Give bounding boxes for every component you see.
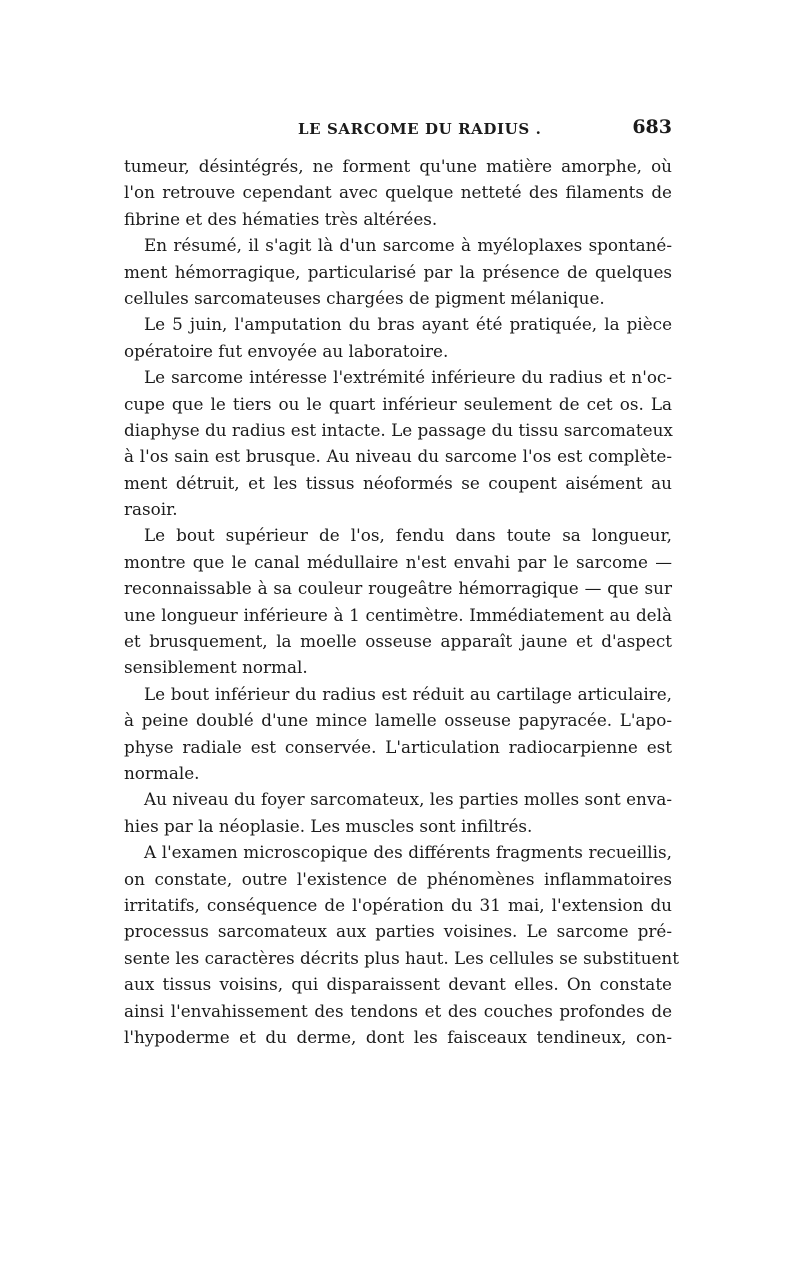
text-line: à peine doublé d'une mince lamelle osseuse papyracée. L'apo- [124, 710, 672, 731]
running-head [124, 116, 672, 146]
text-line: reconnaissable à sa couleur rougeâtre hémorragique — que sur [124, 578, 672, 599]
text-line: tumeur, désintégrés, ne forment qu'une matière amorphe, où [124, 156, 672, 176]
text-line: ment hémorragique, particularisé par la présence de quelques [124, 261, 672, 282]
text-line: et brusquement, la moelle osseuse apparaît jaune et d'aspect [124, 631, 672, 652]
text-line: Au niveau du foyer sarcomateux, les parties molles sont enva- [144, 789, 672, 810]
text-line: hies par la néoplasie. Les muscles sont infiltrés. [124, 815, 533, 836]
page-number: 683 [632, 116, 672, 138]
text-line: l'on retrouve cependant avec quelque netteté des filaments de [124, 182, 672, 203]
text-line: on constate, outre l'existence de phénomènes inflammatoires [124, 868, 672, 889]
text-line: physe radiale est conservée. L'articulation radiocarpienne est [124, 736, 672, 757]
text-line: Le 5 juin, l'amputation du bras ayant été pratiquée, la pièce [144, 314, 672, 335]
text-line: irritatifs, conséquence de l'opération du 31 mai, l'extension du [124, 894, 672, 915]
text-line: opératoire fut envoyée au laboratoire. [124, 340, 449, 361]
text-line: En résumé, il s'agit là d'un sarcome à myéloplaxes spontané- [144, 235, 672, 256]
chapter-title: LE SARCOME DU RADIUS . [298, 120, 542, 138]
text-line: ainsi l'envahissement des tendons et des couches profondes de [124, 1000, 672, 1021]
text-line: montre que le canal médullaire n'est envahi par le sarcome — [124, 551, 672, 572]
text-line: rasoir. [124, 499, 178, 520]
text-line: aux tissus voisins, qui disparaissent devant elles. On constate [124, 974, 672, 995]
text-line: cupe que le tiers ou le quart inférieur seulement de cet os. La [124, 393, 672, 414]
body-text [124, 153, 679, 1050]
text-line: Le bout inférieur du radius est réduit au cartilage articulaire, [144, 683, 672, 704]
text-line: cellules sarcomateuses chargées de pigment mélanique. [124, 287, 605, 308]
text-line: l'hypoderme et du derme, dont les faisceaux tendineux, con- [124, 1026, 672, 1047]
text-line: processus sarcomateux aux parties voisines. Le sarcome pré- [124, 921, 672, 942]
text-line: fibrine et des hématies très altérées. [124, 208, 438, 229]
text-line: une longueur inférieure à 1 centimètre. Immédiatement au delà [124, 604, 672, 625]
text-line: diaphyse du radius est intacte. Le passage du tissu sarcomateux [124, 419, 673, 440]
text-line: Le bout supérieur de l'os, fendu dans toute sa longueur, [144, 525, 672, 546]
text-line: normale. [124, 762, 200, 783]
text-line: à l'os sain est brusque. Au niveau du sarcome l'os est complète- [124, 446, 672, 467]
text-line: A l'examen microscopique des différents fragments recueillis, [144, 842, 672, 863]
text-line: sente les caractères décrits plus haut. Les cellules se substituent [124, 947, 679, 968]
text-line: ment détruit, et les tissus néoformés se coupent aisément au [124, 472, 672, 493]
text-line: Le sarcome intéresse l'extrémité inférieure du radius et n'oc- [144, 367, 672, 388]
text-line: sensiblement normal. [124, 657, 308, 678]
